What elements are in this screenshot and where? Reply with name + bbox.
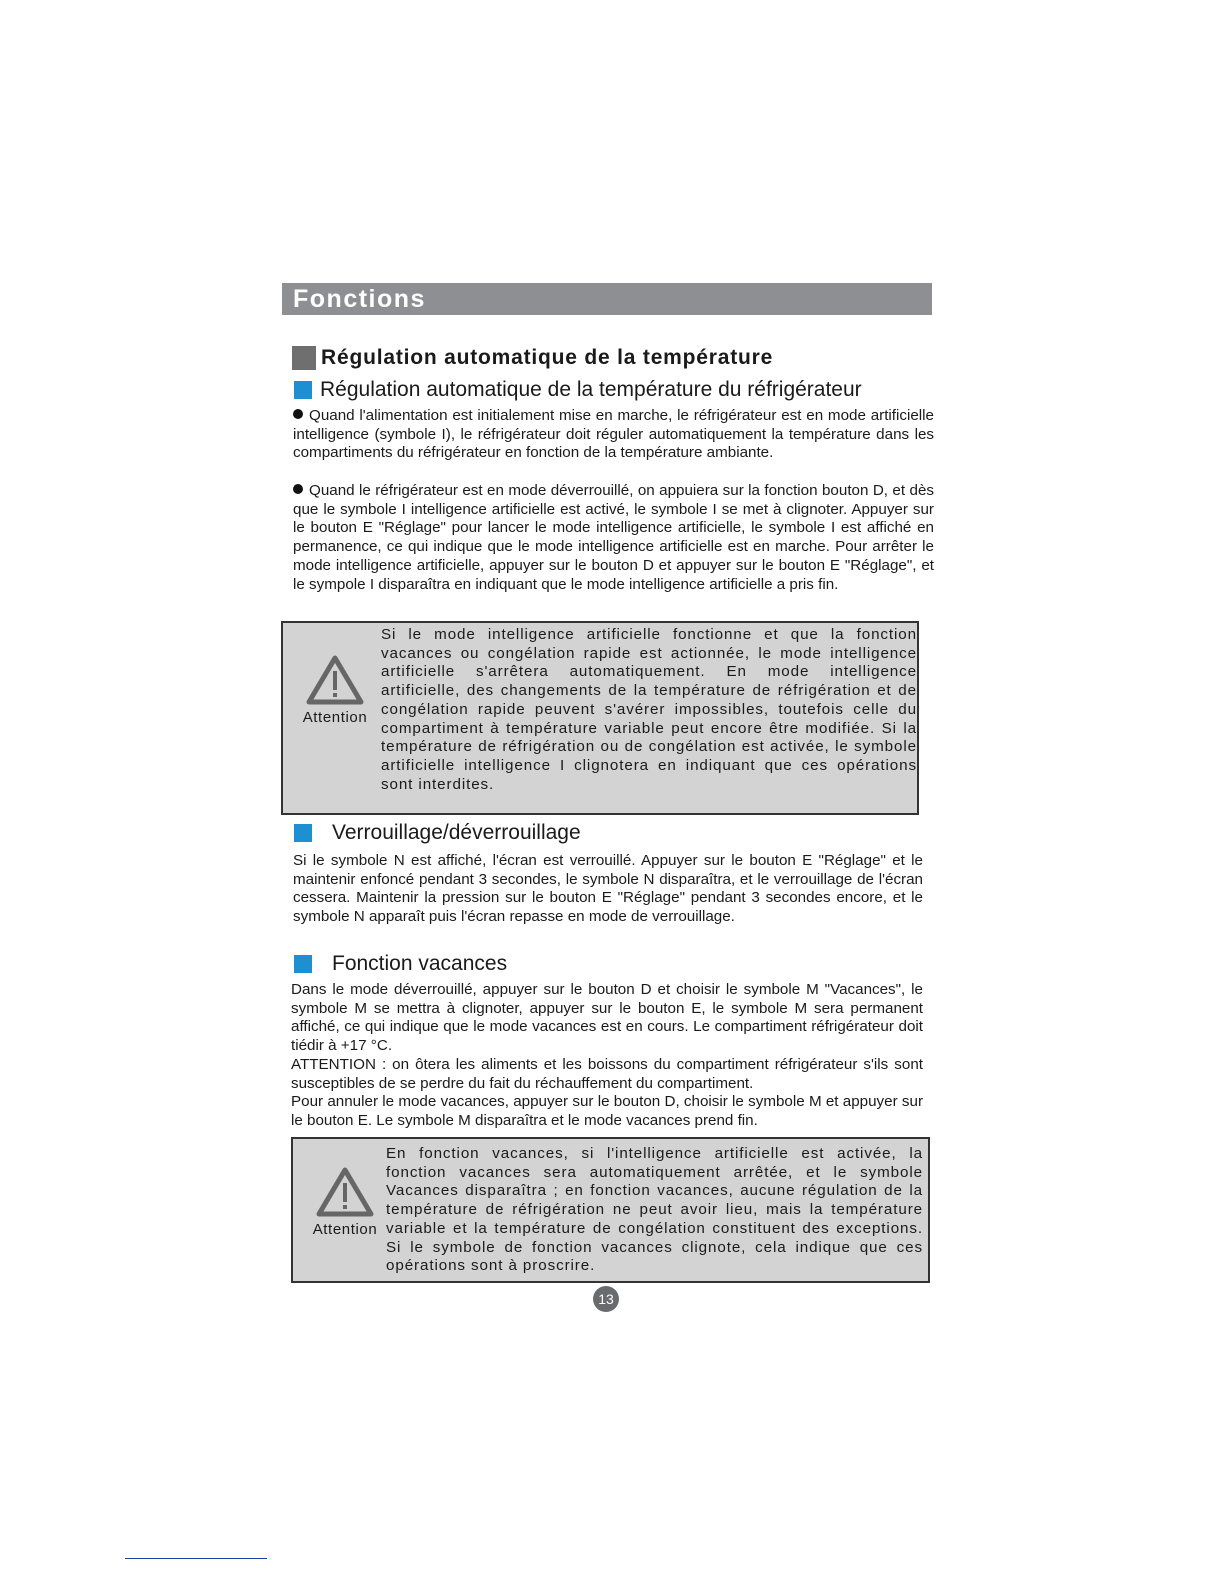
bullet-paragraph-1	[293, 407, 934, 463]
bullet-dot-icon	[293, 484, 303, 494]
page-header-title: Fonctions	[293, 285, 426, 313]
subsection-title-label: Fonction vacances	[332, 952, 508, 975]
attention-text-1: Si le mode intelligence artificielle fonctionne et que la fonction vacances ou congélation rapide est actionnée, le mode intelligence artificielle s'arrêtera automatiquement. En mode intelligence artificielle, des changements de la température de réfrigération et de congélation rapide peuvent s'avérer impossibles, toutefois celle du compartiment à température variable peut encore être modifiée. Si la température de réfrigération ou de congélation est activée, le symbole artificielle intelligence I clignotera en indiquant que ces opérations sont interdites.	[381, 626, 917, 793]
square-icon	[292, 346, 316, 370]
page-number: 13	[593, 1286, 619, 1312]
vacation-paragraph-1: Dans le mode déverrouillé, appuyer sur le bouton D et choisir le symbole M "Vacances", le symbole M se mettra à clignoter, appuyer sur le bouton E, le symbole M sera permanent affiché, ce qui indique que le mode vacances est en cours. Le compartiment réfrigérateur doit tiédir à +17 °C.	[291, 981, 923, 1055]
warning-triangle-icon	[306, 655, 364, 705]
subsection-title-lock	[294, 821, 581, 845]
blue-square-icon	[294, 955, 312, 973]
bullet-dot-icon	[293, 409, 303, 419]
bullet-paragraph-2	[293, 482, 934, 594]
subsection-title-refrigerator	[294, 378, 862, 402]
subsection-title-label: Régulation automatique de la température du réfrigérateur	[320, 378, 862, 401]
attention-label: Attention	[302, 709, 368, 726]
page-header	[282, 283, 932, 315]
section-title-label: Régulation automatique de la température	[321, 346, 774, 369]
attention-text-2: En fonction vacances, si l'intelligence artificielle est activée, la fonction vacances sera automatiquement arrêtée, et le symbole Vacances disparaîtra ; en fonction vacances, aucune régulation de la température de réfrigération ne peut avoir lieu, mais la température variable et la température de congélation constituent des exceptions. Si le symbole de fonction vacances clignote, cela indique que ces opérations sont à proscrire.	[386, 1145, 923, 1275]
bullet-text-2: Quand le réfrigérateur est en mode déverrouillé, on appuiera sur la fonction bouton D, et dès que le symbole I intelligence artificielle est activé, le symbole I se met à clignoter. Appuyer sur le bouton E "Réglage" pour lancer le mode intelligence artificielle, le symbole I est affiché en permanence, ce qui indique que le mode intelligence artificielle est en marche. Pour arrêter le mode intelligence artificielle, appuyer sur le bouton D et appuyer sur le bouton E "Réglage", et le sympole I disparaîtra en indiquant que le mode intelligence artificielle a pris fin.	[293, 482, 934, 593]
lock-paragraph: Si le symbole N est affiché, l'écran est verrouillé. Appuyer sur le bouton E "Réglage" et le maintenir enfoncé pendant 3 secondes, le symbole N disparaîtra, et le verrouillage de l'écran cessera. Maintenir la pression sur le bouton E "Réglage" pendant 3 secondes encore, et le symbole N apparaît puis l'écran repasse en mode de verrouillage.	[293, 852, 923, 926]
section-title	[292, 345, 773, 371]
attention-box-1	[281, 621, 919, 815]
attention-label: Attention	[312, 1221, 378, 1238]
bullet-text-1: Quand l'alimentation est initialement mise en marche, le réfrigérateur est en mode artificielle intelligence (symbole I), le réfrigérateur doit réguler automatiquement la température dans les compartiments du réfrigérateur en fonction de la température ambiante.	[293, 407, 934, 462]
attention-warning-2	[306, 1167, 384, 1238]
attention-warning-1	[296, 655, 374, 726]
warning-triangle-icon	[316, 1167, 374, 1217]
vacation-paragraph-3: Pour annuler le mode vacances, appuyer sur le bouton D, choisir le symbole M et appuyer sur le bouton E. Le symbole M disparaîtra et le mode vacances prend fin.	[291, 1093, 923, 1129]
blue-square-icon	[294, 824, 312, 842]
subsection-title-vacation	[294, 952, 507, 976]
attention-box-2	[291, 1137, 930, 1283]
footnote-rule	[125, 1558, 267, 1559]
blue-square-icon	[294, 381, 312, 399]
vacation-paragraph-2: ATTENTION : on ôtera les aliments et les boissons du compartiment réfrigérateur s'ils sont susceptibles de se perdre du fait du réchauffement du compartiment.	[291, 1056, 923, 1092]
subsection-title-label: Verrouillage/déverrouillage	[332, 821, 581, 844]
